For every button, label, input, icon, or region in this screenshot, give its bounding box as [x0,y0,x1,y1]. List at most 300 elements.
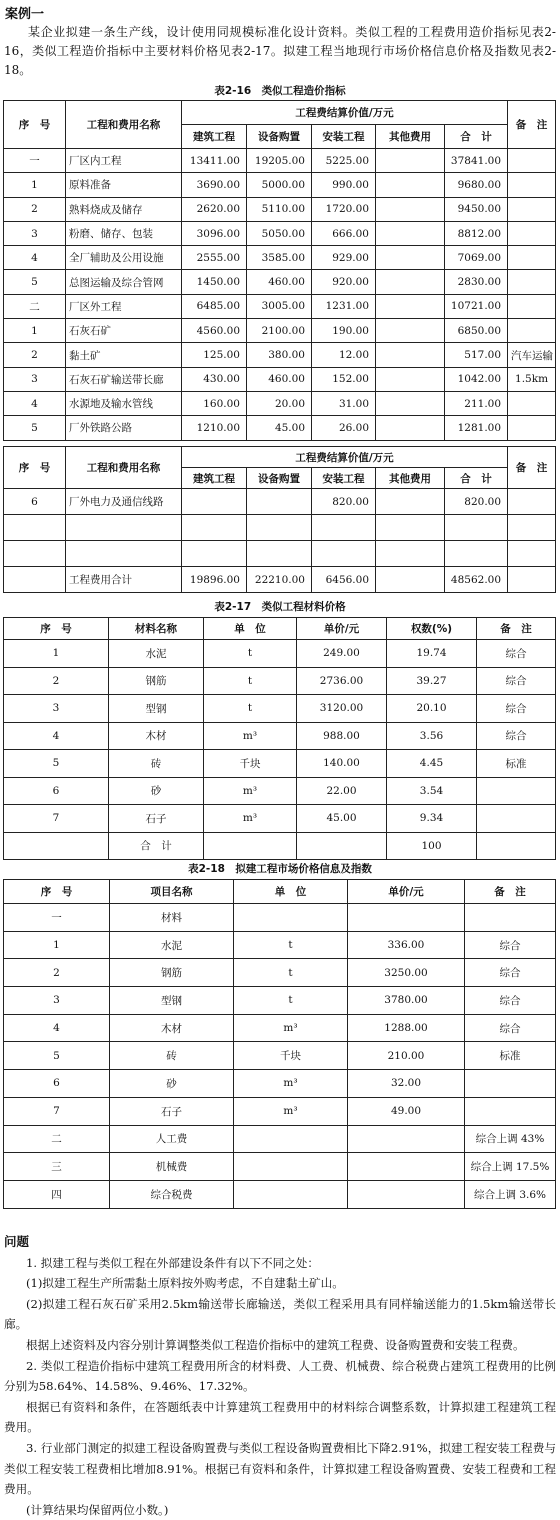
table-row [4,1070,556,1098]
table-cell: 黏土矿 [66,343,182,367]
table-cell: 249.00 [297,640,387,668]
table-cell: 1 [4,931,110,959]
table-cell: 460.00 [247,270,312,294]
table-cell: 20.00 [247,391,312,415]
table-row [4,173,556,197]
table-cell: 22.00 [297,777,387,805]
questions-title: 问题 [4,1234,30,1249]
table-cell [477,777,556,805]
table-cell: 430.00 [182,367,247,391]
table-cell: 综合 [477,667,556,695]
table-cell [508,391,556,415]
table18-header: 项目名称 [110,880,234,904]
table-cell: 合 计 [109,832,204,860]
table-cell [508,515,556,541]
table-row [4,567,556,593]
table-row [4,1042,556,1070]
table-cell: 6485.00 [182,294,247,318]
table-cell: 100 [387,832,477,860]
table16-cont-header-col: 设备购置 [247,468,312,489]
table-row [4,294,556,318]
table17-header: 单 位 [204,618,297,640]
table-cell: 5 [4,270,66,294]
table-cell: 3 [4,987,110,1015]
table-cell: 砖 [110,1042,234,1070]
table-cell: 820.00 [445,489,508,515]
table-cell [376,294,445,318]
table-cell: 人工费 [110,1125,234,1153]
table16 [3,100,556,441]
table-row [4,391,556,415]
table-cell: 37841.00 [445,149,508,173]
table-cell: 152.00 [312,367,376,391]
table-row [4,489,556,515]
table-cell: 5 [4,750,109,778]
table-cell: 综合 [465,1014,556,1042]
table16-cont-header-group: 工程费结算价值/万元 [182,447,508,468]
table-cell [508,319,556,343]
table-cell: 5 [4,1042,110,1070]
table-cell [508,270,556,294]
table-cell: t [234,987,348,1015]
table-cell: 1281.00 [445,416,508,440]
table-cell [376,391,445,415]
table-cell: 2555.00 [182,246,247,270]
table-cell: 3 [4,695,109,723]
case-title: 案例一 [5,7,45,22]
table-cell: 45.00 [297,805,387,833]
table16-header-remark: 备 注 [508,101,556,149]
table-cell: 1288.00 [348,1014,465,1042]
table-cell: 5000.00 [247,173,312,197]
table-row [4,667,556,695]
table-cell: 2620.00 [182,197,247,221]
table-cell: 汽车运输 [508,343,556,367]
question-paragraph: 2. 类似工程造价指标中建筑工程费用所含的材料费、人工费、机械费、综合税费占建筑工程费用的比例分别为58.64%、14.58%、9.46%、17.32%。 [4,1358,556,1394]
table-cell [247,541,312,567]
table-cell: 31.00 [312,391,376,415]
table-cell [297,832,387,860]
table-cell: 211.00 [445,391,508,415]
table-cell: 7 [4,805,109,833]
question-paragraph: 根据已有资料和条件，在答题纸表中计算建筑工程费用中的材料综合调整系数，计算拟建工程建筑工程费用。 [4,1399,556,1435]
table-cell [508,416,556,440]
table-cell: 13411.00 [182,149,247,173]
table-cell: 千块 [234,1042,348,1070]
questions-section [4,1232,556,1520]
table-cell: 12.00 [312,343,376,367]
table-cell: 综合上调 43% [465,1125,556,1153]
table-cell: 20.10 [387,695,477,723]
table-row [4,515,556,541]
table-cell [4,832,109,860]
table-cell [234,1125,348,1153]
question-paragraph: 1. 拟建工程与类似工程在外部建设条件有以下不同之处： [26,1255,319,1270]
table-cell: 一 [4,904,110,932]
table16-cont-header-remark: 备 注 [508,447,556,489]
table-cell [348,1180,465,1208]
table-cell [247,489,312,515]
table-cell [508,567,556,593]
table-cell: 6 [4,489,66,515]
table-cell: 19205.00 [247,149,312,173]
table-cell: 全厂辅助及公用设施 [66,246,182,270]
table-cell: 综合 [477,722,556,750]
table-row [4,416,556,440]
table-cell: 综合 [465,931,556,959]
question-paragraph: (计算结果均保留两位小数。) [26,1502,169,1517]
table-cell: 总图运输及综合管网 [66,270,182,294]
table-cell: 综合 [465,987,556,1015]
table-cell: 3 [4,221,66,245]
table17-header: 材料名称 [109,618,204,640]
table-cell: m³ [234,1070,348,1098]
table-cell: 标准 [477,750,556,778]
table-cell [465,904,556,932]
table-cell [376,319,445,343]
table-cell [182,489,247,515]
table-cell: 1720.00 [312,197,376,221]
table-cell [508,197,556,221]
table-cell: 6456.00 [312,567,376,593]
table-cell: 机械费 [110,1153,234,1181]
table-cell [348,904,465,932]
table-cell [508,489,556,515]
table-cell: m³ [204,722,297,750]
table-cell: 砖 [109,750,204,778]
table-cell: 32.00 [348,1070,465,1098]
table-cell [376,367,445,391]
table16-header-col: 合 计 [445,125,508,149]
table-cell: 综合上调 17.5% [465,1153,556,1181]
table-cell: 一 [4,149,66,173]
table-cell [508,173,556,197]
table-cell: 型钢 [110,987,234,1015]
table-cell: 标准 [465,1042,556,1070]
table-cell: 4 [4,391,66,415]
table16-header-group: 工程费结算价值/万元 [182,101,508,125]
table-cell: 3 [4,367,66,391]
table-cell: t [204,640,297,668]
table-cell: 水泥 [110,931,234,959]
table-cell: 4.45 [387,750,477,778]
table-cell: 3780.00 [348,987,465,1015]
table-cell: 460.00 [247,367,312,391]
table-cell: 1 [4,173,66,197]
table17-caption: 表2-17 类似工程材料价格 [214,601,346,613]
table18-header: 序 号 [4,880,110,904]
table-cell: 45.00 [247,416,312,440]
table-row [4,904,556,932]
table-cell: 石灰石矿输送带长廊 [66,367,182,391]
table-cell: 木材 [110,1014,234,1042]
table-cell: 熟料烧成及储存 [66,197,182,221]
table16-cont-header-col: 建筑工程 [182,468,247,489]
table-cell: 140.00 [297,750,387,778]
table-cell [376,567,445,593]
table-cell: 19.74 [387,640,477,668]
table-cell: 粉磨、储存、包装 [66,221,182,245]
question-paragraph: 根据上述资料及内容分别计算调整类似工程造价指标中的建筑工程费、设备购置费和安装工程费。 [26,1337,525,1352]
table18-header: 单价/元 [348,880,465,904]
table-row [4,197,556,221]
table-cell: 水源地及输水管线 [66,391,182,415]
table-cell [234,1180,348,1208]
table-cell: 四 [4,1180,110,1208]
table16-header-col: 设备购置 [247,125,312,149]
table-cell: 5050.00 [247,221,312,245]
table18-header: 备 注 [465,880,556,904]
table-cell: 7 [4,1097,110,1125]
table16-cont-header-col: 合 计 [445,468,508,489]
table-cell [182,515,247,541]
table-cell: 7069.00 [445,246,508,270]
table-cell: 22210.00 [247,567,312,593]
table-cell: 1.5km [508,367,556,391]
table-cell: 3005.00 [247,294,312,318]
table-cell: 综合税费 [110,1180,234,1208]
table-cell [376,541,445,567]
table-cell [312,515,376,541]
table-cell: t [234,931,348,959]
table-cell: 综合 [477,695,556,723]
table-cell [234,1153,348,1181]
table-cell [182,541,247,567]
question-paragraph: (1)拟建工程生产所需黏土原料按外购考虑，不自建黏土矿山。 [26,1276,344,1291]
table-row [4,750,556,778]
table-row [4,1180,556,1208]
table-cell: 二 [4,1125,110,1153]
table-cell: 钢筋 [110,959,234,987]
table17 [3,617,556,860]
table-cell: 6 [4,777,109,805]
question-paragraph: 3. 行业部门测定的拟建工程设备购置费与类似工程设备购置费相比下降2.91%，拟建工程安装工程费与类似工程安装工程费相比增加8.91%。根据已有资料和条件，计算拟建工程设备购置费、安装工程费和工程费用。 [4,1440,556,1497]
table-cell: 3096.00 [182,221,247,245]
table-cell: 2830.00 [445,270,508,294]
table-cell: 1231.00 [312,294,376,318]
table-row [4,1097,556,1125]
table-cell: 9450.00 [445,197,508,221]
table-row [4,959,556,987]
table16-caption: 表2-16 类似工程造价指标 [214,85,346,97]
table16-header-seq: 序 号 [4,101,66,149]
table-cell: 19896.00 [182,567,247,593]
table-cell [376,149,445,173]
table-cell: 厂外电力及通信线路 [66,489,182,515]
table16-header-col: 安装工程 [312,125,376,149]
table-row [4,541,556,567]
table-cell [348,1153,465,1181]
table-cell [66,515,182,541]
table-cell: 石子 [109,805,204,833]
table-cell: 3690.00 [182,173,247,197]
table-cell [376,343,445,367]
table16-header-name: 工程和费用名称 [66,101,182,149]
table16-header-col: 建筑工程 [182,125,247,149]
table-row [4,931,556,959]
table-cell: 3.56 [387,722,477,750]
table-cell: 厂区外工程 [66,294,182,318]
table-cell: t [234,959,348,987]
table-cell: 3.54 [387,777,477,805]
table-cell [465,1070,556,1098]
table-cell [465,1097,556,1125]
table18-caption: 表2-18 拟建工程市场价格信息及指数 [188,863,372,875]
table-cell [376,515,445,541]
table-cell: 4 [4,1014,110,1042]
table-cell: 2736.00 [297,667,387,695]
table-cell: 1450.00 [182,270,247,294]
table-cell: 综合上调 3.6% [465,1180,556,1208]
table-row [4,367,556,391]
table-cell: 5 [4,416,66,440]
table-cell: 石子 [110,1097,234,1125]
table-cell: 5110.00 [247,197,312,221]
table-cell: 综合 [465,959,556,987]
table-cell: 3585.00 [247,246,312,270]
table-cell [445,541,508,567]
table16-header-col: 其他费用 [376,125,445,149]
table-cell: 666.00 [312,221,376,245]
table-row [4,149,556,173]
table-cell: 5225.00 [312,149,376,173]
table-cell [508,541,556,567]
table-cell: 钢筋 [109,667,204,695]
table-cell [66,541,182,567]
table-cell: 2 [4,197,66,221]
table-row [4,1125,556,1153]
table-cell: 6 [4,1070,110,1098]
table-cell [376,416,445,440]
table-cell: 517.00 [445,343,508,367]
table18-header: 单 位 [234,880,348,904]
table16-continued [3,446,556,593]
table-row [4,1153,556,1181]
table16-cont-header-seq: 序 号 [4,447,66,489]
table-cell: 48562.00 [445,567,508,593]
table-cell [376,221,445,245]
table-cell: 125.00 [182,343,247,367]
table-cell: t [204,695,297,723]
table-cell: 砂 [109,777,204,805]
table-cell: 材料 [110,904,234,932]
table-cell: 2 [4,667,109,695]
table-cell: 二 [4,294,66,318]
table-cell [376,270,445,294]
table-cell: 1042.00 [445,367,508,391]
table-cell: 4 [4,722,109,750]
table-cell: 26.00 [312,416,376,440]
table-cell: 988.00 [297,722,387,750]
table-cell [508,149,556,173]
table-cell: 380.00 [247,343,312,367]
table-cell: 3120.00 [297,695,387,723]
table-cell: 160.00 [182,391,247,415]
table-row [4,246,556,270]
table-cell [4,515,66,541]
table-cell [4,567,66,593]
table-cell: 1 [4,640,109,668]
table18 [3,879,556,1209]
table16-cont-header-col: 其他费用 [376,468,445,489]
table-cell: 厂区内工程 [66,149,182,173]
table-row [4,722,556,750]
table-cell: 2100.00 [247,319,312,343]
question-paragraph: (2)拟建工程石灰石矿采用2.5km输送带长廊输送，类似工程采用具有同样输送能力的1.5km输送带长廊。 [4,1296,556,1332]
table-cell: m³ [234,1014,348,1042]
table-cell [508,221,556,245]
table-cell: 49.00 [348,1097,465,1125]
table-cell [508,246,556,270]
table-cell: m³ [204,777,297,805]
table-row [4,343,556,367]
table-cell [477,832,556,860]
table-cell: 三 [4,1153,110,1181]
table-row [4,695,556,723]
table-cell: 920.00 [312,270,376,294]
table-cell: 砂 [110,1070,234,1098]
table17-header: 权数(%) [387,618,477,640]
table-cell: 336.00 [348,931,465,959]
table-cell: 6850.00 [445,319,508,343]
table-cell: 1210.00 [182,416,247,440]
table-cell: 4 [4,246,66,270]
table-cell: m³ [204,805,297,833]
table-cell [348,1125,465,1153]
table-cell: t [204,667,297,695]
table-row [4,270,556,294]
table-cell: 190.00 [312,319,376,343]
table-cell: 8812.00 [445,221,508,245]
table17-header: 备 注 [477,618,556,640]
table-cell: 综合 [477,640,556,668]
table-cell [204,832,297,860]
table-cell: 工程费用合计 [66,567,182,593]
table-cell: 2 [4,343,66,367]
table-row [4,832,556,860]
table-cell: 10721.00 [445,294,508,318]
table-cell: 千块 [204,750,297,778]
table-cell [376,173,445,197]
table-cell: 厂外铁路公路 [66,416,182,440]
table-cell: 1 [4,319,66,343]
table-row [4,319,556,343]
table16-cont-header-name: 工程和费用名称 [66,447,182,489]
table16-cont-header-col: 安装工程 [312,468,376,489]
table-cell: 820.00 [312,489,376,515]
table-cell: 210.00 [348,1042,465,1070]
table-cell [312,541,376,567]
table-cell: 2 [4,959,110,987]
table-cell [234,904,348,932]
table-cell: 原料准备 [66,173,182,197]
intro-paragraph: 某企业拟建一条生产线，设计使用同规模标准化设计资料。类似工程的工程费用造价指标见表2-16，类似工程造价指标中主要材料价格见表2-17。拟建工程当地现行市场价格信息价格及指数见表2-18。 [4,25,556,77]
table17-header: 单价/元 [297,618,387,640]
table-cell [477,805,556,833]
table-cell: 水泥 [109,640,204,668]
table-cell: 4560.00 [182,319,247,343]
table-cell [376,489,445,515]
table-cell: 990.00 [312,173,376,197]
table-cell [508,294,556,318]
table-cell: m³ [234,1097,348,1125]
table-cell: 型钢 [109,695,204,723]
table-cell: 9.34 [387,805,477,833]
table-row [4,640,556,668]
table-cell: 石灰石矿 [66,319,182,343]
table-row [4,987,556,1015]
table-row [4,221,556,245]
